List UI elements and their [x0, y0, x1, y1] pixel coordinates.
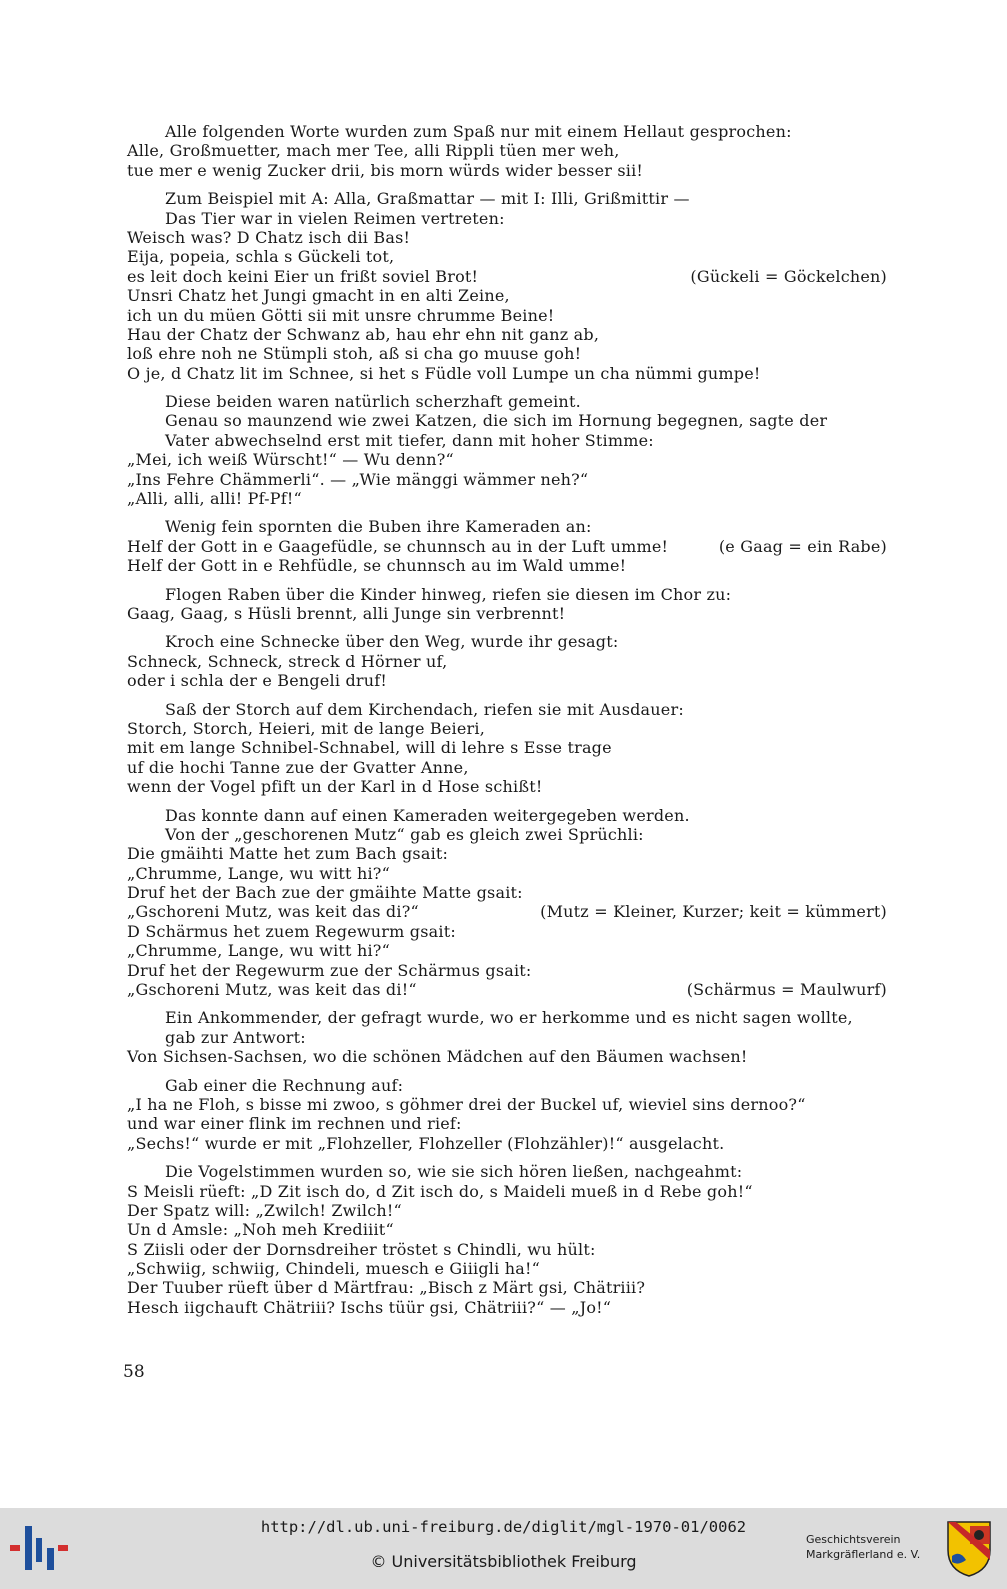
text-line-content: „Ins Fehre Chämmerli“. — „Wie mänggi wämmer neh?“	[127, 469, 589, 489]
text-line-content: Das Tier war in vielen Reimen vertreten:	[165, 208, 505, 228]
text-line-content: Hau der Chatz der Schwanz ab, hau ehr ehn nit ganz ab,	[127, 324, 600, 344]
text-block	[127, 122, 887, 1317]
text-line-content: Der Spatz will: „Zwilch! Zwilch!“	[127, 1200, 402, 1220]
text-line-content: Storch, Storch, Heieri, mit de lange Beieri,	[127, 718, 485, 738]
text-line	[127, 604, 887, 623]
text-line	[127, 1028, 887, 1047]
page-number: 58	[123, 1362, 145, 1382]
text-line	[127, 652, 887, 671]
text-line-content: Die Vogelstimmen wurden so, wie sie sich hören ließen, nachgeahmt:	[165, 1162, 743, 1182]
text-line	[127, 1076, 887, 1095]
text-line-content: „Sechs!“ wurde er mit „Flohzeller, Flohzeller (Flohzähler)!“ ausgelacht.	[127, 1133, 725, 1153]
text-line	[127, 758, 887, 777]
text-line	[127, 902, 887, 921]
text-line-content: oder i schla der e Bengeli druf!	[127, 671, 388, 691]
text-line	[127, 411, 887, 430]
glossary-note: (Schärmus = Maulwurf)	[686, 980, 887, 1000]
text-line-content: Alle, Großmuetter, mach mer Tee, alli Rippli tüen mer weh,	[127, 141, 620, 161]
text-line	[127, 1162, 887, 1181]
text-line-content: tue mer e wenig Zucker drii, bis morn würds wider besser sii!	[127, 160, 644, 180]
text-line	[127, 1114, 887, 1133]
text-line-content: „Alli, alli, alli! Pf-Pf!“	[127, 489, 302, 509]
footer-url-link[interactable]: http://dl.ub.uni-freiburg.de/diglit/mgl-1970-01/0062	[260, 1518, 747, 1536]
text-line	[127, 1201, 887, 1220]
text-line-content: uf die hochi Tanne zue der Gvatter Anne,	[127, 757, 469, 777]
text-line	[127, 141, 887, 160]
text-line	[127, 489, 887, 508]
text-line	[127, 825, 887, 844]
text-line	[127, 585, 887, 604]
text-line	[127, 189, 887, 208]
text-line-content: Zum Beispiel mit A: Alla, Graßmattar — mit I: Illi, Grißmittir —	[165, 189, 690, 209]
text-line	[127, 844, 887, 863]
text-line	[127, 941, 887, 960]
text-line	[127, 1008, 887, 1027]
text-line	[127, 364, 887, 383]
text-line-content: Gaag, Gaag, s Hüsli brennt, alli Junge sin verbrennt!	[127, 603, 566, 623]
text-line-content: „Schwiig, schwiig, Chindeli, muesch e Giiigli ha!“	[127, 1259, 540, 1279]
text-line-content: „Gschoreni Mutz, was keit das di?“	[127, 902, 419, 922]
footer-bar	[0, 1508, 1007, 1589]
text-line	[127, 1298, 887, 1317]
text-line	[127, 632, 887, 651]
text-line-content: es leit doch keini Eier un frißt soviel Brot!	[127, 266, 479, 286]
text-line	[127, 470, 887, 489]
text-line-content: Un d Amsle: „Noh meh Krediiit“	[127, 1220, 394, 1240]
text-line-content: Saß der Storch auf dem Kirchendach, riefen sie mit Ausdauer:	[165, 699, 684, 719]
text-line-content: ich un du müen Götti sii mit unsre chrumme Beine!	[127, 305, 555, 325]
text-line	[127, 1278, 887, 1297]
text-line-content: Unsri Chatz het Jungi gmacht in en alti Zeine,	[127, 286, 510, 306]
text-line-content: Hesch iigchauft Chätriii? Ischs tüür gsi, Chätriii?“ — „Jo!“	[127, 1297, 612, 1317]
text-line	[127, 961, 887, 980]
text-line	[127, 306, 887, 325]
text-line	[127, 1047, 887, 1066]
text-line-content: „Chrumme, Lange, wu witt hi?“	[127, 863, 390, 883]
footer-copyright: © Universitätsbibliothek Freiburg	[370, 1552, 637, 1571]
glossary-note: (e Gaag = ein Rabe)	[718, 536, 887, 556]
text-line	[127, 209, 887, 228]
text-line-content: Kroch eine Schnecke über den Weg, wurde ihr gesagt:	[165, 632, 619, 652]
text-line	[127, 671, 887, 690]
text-line	[127, 325, 887, 344]
text-line-content: und war einer flink im rechnen und rief:	[127, 1114, 462, 1134]
text-line-content: „I ha ne Floh, s bisse mi zwoo, s göhmer drei der Buckel uf, wieviel sins dernoo?“	[127, 1094, 806, 1114]
text-line-content: Alle folgenden Worte wurden zum Spaß nur mit einem Hellaut gesprochen:	[165, 122, 792, 141]
text-line-content: Weisch was? D Chatz isch dii Bas!	[127, 227, 411, 247]
text-line	[127, 161, 887, 180]
text-line	[127, 980, 887, 999]
text-line-content: Der Tuuber rüeft über d Märtfrau: „Bisch z Märt gsi, Chätriii?	[127, 1278, 646, 1298]
text-line-content: Gab einer die Rechnung auf:	[165, 1075, 404, 1095]
text-line-content: O je, d Chatz lit im Schnee, si het s Füdle voll Lumpe un cha nümmi gumpe!	[127, 363, 761, 383]
text-line	[127, 777, 887, 796]
text-line	[127, 922, 887, 941]
glossary-note: (Mutz = Kleiner, Kurzer; keit = kümmert)	[540, 902, 887, 922]
text-line-content: S Ziisli oder der Dornsdreiher tröstet s Chindli, wu hült:	[127, 1239, 596, 1259]
text-line	[127, 537, 887, 556]
society-crest-icon[interactable]	[946, 1520, 992, 1578]
text-line	[127, 286, 887, 305]
text-line	[127, 267, 887, 286]
text-line	[127, 247, 887, 266]
text-line	[127, 1240, 887, 1259]
text-line-content: Vater abwechselnd erst mit tiefer, dann mit hoher Stimme:	[165, 430, 654, 450]
text-line-content: Eija, popeia, schla s Gückeli tot,	[127, 247, 395, 267]
text-line-content: Genau so maunzend wie zwei Katzen, die sich im Hornung begegnen, sagte der	[165, 411, 828, 431]
footer-society-name	[806, 1532, 920, 1562]
text-line-content: Druf het der Bach zue der gmäihte Matte gsait:	[127, 883, 523, 903]
text-line-content: „Mei, ich weiß Würscht!“ — Wu denn?“	[127, 450, 454, 470]
text-line	[127, 1259, 887, 1278]
text-line	[127, 864, 887, 883]
text-line-content: Helf der Gott in e Gaagefüdle, se chunnsch au in der Luft umme!	[127, 536, 669, 556]
text-line-content: Von Sichsen-Sachsen, wo die schönen Mädchen auf den Bäumen wachsen!	[127, 1047, 748, 1067]
text-line-content: gab zur Antwort:	[165, 1027, 306, 1047]
text-line-content: Ein Ankommender, der gefragt wurde, wo er herkomme und es nicht sagen wollte,	[165, 1008, 853, 1028]
text-line-content: S Meisli rüeft: „D Zit isch do, d Zit isch do, s Maideli mueß in d Rebe goh!“	[127, 1181, 753, 1201]
text-line	[127, 719, 887, 738]
text-line-content: „Gschoreni Mutz, was keit das di!“	[127, 980, 417, 1000]
text-line	[127, 556, 887, 575]
text-line-content: „Chrumme, Lange, wu witt hi?“	[127, 941, 390, 961]
society-line-1: Geschichtsverein	[806, 1533, 901, 1546]
text-line-content: Druf het der Regewurm zue der Schärmus gsait:	[127, 960, 532, 980]
text-line-content: mit em lange Schnibel-Schnabel, will di lehre s Esse trage	[127, 738, 612, 758]
text-line-content: Flogen Raben über die Kinder hinweg, riefen sie diesen im Chor zu:	[165, 584, 732, 604]
text-line	[127, 392, 887, 411]
text-line-content: loß ehre noh ne Stümpli stoh, aß si cha go muuse goh!	[127, 344, 582, 364]
text-line-content: Schneck, Schneck, streck d Hörner uf,	[127, 651, 448, 671]
text-line-content: D Schärmus het zuem Regewurm gsait:	[127, 921, 456, 941]
text-line-content: Diese beiden waren natürlich scherzhaft gemeint.	[165, 392, 581, 412]
text-line	[127, 431, 887, 450]
text-line-content: wenn der Vogel pfift un der Karl in d Hose schißt!	[127, 777, 543, 797]
text-line	[127, 883, 887, 902]
text-line	[127, 738, 887, 757]
text-line	[127, 1220, 887, 1239]
text-line	[127, 1095, 887, 1114]
text-line-content: Das konnte dann auf einen Kameraden weitergegeben werden.	[165, 805, 690, 825]
text-line	[127, 1182, 887, 1201]
text-line	[127, 228, 887, 247]
text-line-content: Helf der Gott in e Rehfüdle, se chunnsch au im Wald umme!	[127, 556, 627, 576]
text-line	[127, 517, 887, 536]
text-line-content: Wenig fein spornten die Buben ihre Kameraden an:	[165, 517, 592, 537]
text-line	[127, 700, 887, 719]
text-line	[127, 1134, 887, 1153]
text-line	[127, 806, 887, 825]
text-line	[127, 344, 887, 363]
text-line	[127, 122, 887, 141]
text-line-content: Die gmäihti Matte het zum Bach gsait:	[127, 844, 449, 864]
society-line-2: Markgräflerland e. V.	[806, 1548, 921, 1561]
text-line	[127, 450, 887, 469]
text-line-content: Von der „geschorenen Mutz“ gab es gleich zwei Sprüchli:	[165, 824, 644, 844]
glossary-note: (Gückeli = Göckelchen)	[690, 266, 887, 286]
